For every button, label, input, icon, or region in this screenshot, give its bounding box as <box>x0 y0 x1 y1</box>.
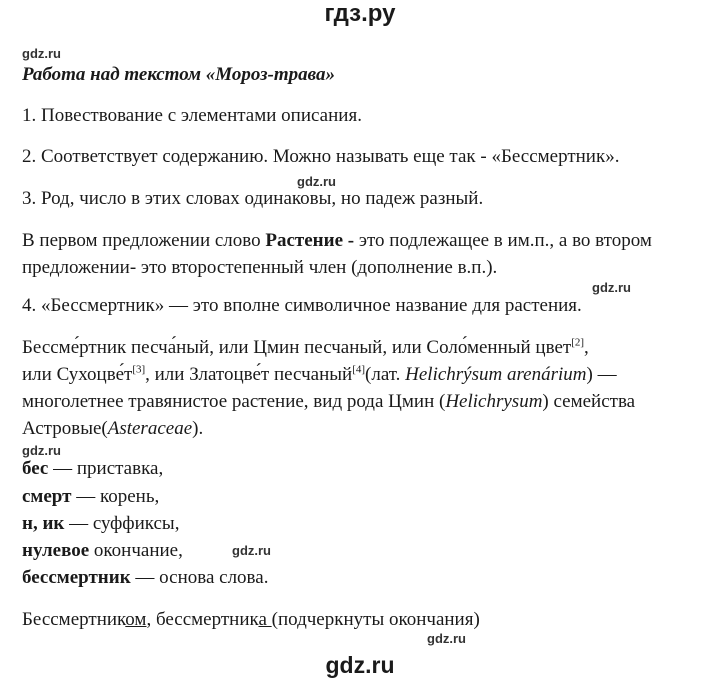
morpheme: н, ик <box>22 513 65 534</box>
footnote-2: [2] <box>571 336 585 349</box>
morpheme-prefix <box>22 458 163 480</box>
morpheme: нулевое <box>22 540 90 561</box>
section-heading: Работа над текстом «Мороз-трава» <box>22 64 335 85</box>
morpheme-root <box>22 486 159 508</box>
text: ) — <box>586 364 617 385</box>
footnote-4: [4] <box>352 363 366 376</box>
underlined-ending: а <box>258 609 272 630</box>
text: Бессме́ртник песча́ный, или Цмин песчаный, или Соло́менный цвет <box>22 337 572 358</box>
watermark: gdz.ru <box>22 443 61 458</box>
site-title: гдз.ру <box>324 0 396 27</box>
text: В первом предложении слово <box>22 230 266 251</box>
answer-3-explanation-line1 <box>22 230 652 252</box>
text: или Сухоцве́т <box>22 364 133 385</box>
endings-line <box>22 609 480 631</box>
text: ). <box>192 418 204 439</box>
text: Астровые( <box>22 418 108 439</box>
morpheme: бессмертник <box>22 567 131 588</box>
text: — корень, <box>71 486 160 507</box>
morpheme: смерт <box>22 486 72 507</box>
watermark: gdz.ru <box>297 174 336 189</box>
answer-1: 1. Повествование с элементами описания. <box>22 105 362 126</box>
underlined-ending: ом <box>125 609 147 630</box>
watermark: gdz.ru <box>427 631 466 646</box>
definition-line1 <box>22 337 589 359</box>
text: это подлежащее в им.п., а во втором <box>354 230 652 251</box>
answer-3-explanation-line2: предложении- это второстепенный член (дополнение в.п.). <box>22 257 498 278</box>
definition-line4 <box>22 418 203 440</box>
definition-line3 <box>22 391 635 413</box>
watermark: gdz.ru <box>232 543 271 558</box>
text: — основа слова. <box>130 567 269 588</box>
text: — суффиксы, <box>64 513 180 534</box>
definition-line2 <box>22 364 617 386</box>
text: окончание, <box>89 540 183 561</box>
text: , бессмертник <box>146 609 259 630</box>
watermark: gdz.ru <box>22 46 61 61</box>
text: ) семейства <box>542 391 636 412</box>
text: (лат. <box>365 364 406 385</box>
answer-3: 3. Род, число в этих словах одинаковы, но падеж разный. <box>22 188 484 209</box>
bold-term: Растение - <box>265 230 355 251</box>
watermark: gdz.ru <box>592 280 631 295</box>
text: многолетнее травянистое растение, вид рода Цмин ( <box>22 391 446 412</box>
latin-genus: Helichrysum <box>445 391 543 412</box>
latin-name: Helichrýsum arenárium <box>405 364 587 385</box>
latin-family: Asteraceae <box>107 418 193 439</box>
morpheme-suffixes <box>22 513 179 535</box>
morpheme-stem <box>22 567 268 589</box>
answer-4: 4. «Бессмертник» — это вполне символичное название для растения. <box>22 295 582 316</box>
morpheme: бес <box>22 458 49 479</box>
answer-2: 2. Соответствует содержанию. Можно называть еще так - «Бессмертник». <box>22 146 620 167</box>
text: , или Златоцве́т песчаный <box>145 364 353 385</box>
morpheme-ending <box>22 540 183 562</box>
text: (подчеркнуты окончания) <box>271 609 480 630</box>
text: Бессмертник <box>22 609 126 630</box>
text: , <box>584 337 589 358</box>
footnote-3: [3] <box>132 363 146 376</box>
footer-watermark: gdz.ru <box>325 652 395 678</box>
text: — приставка, <box>48 458 164 479</box>
